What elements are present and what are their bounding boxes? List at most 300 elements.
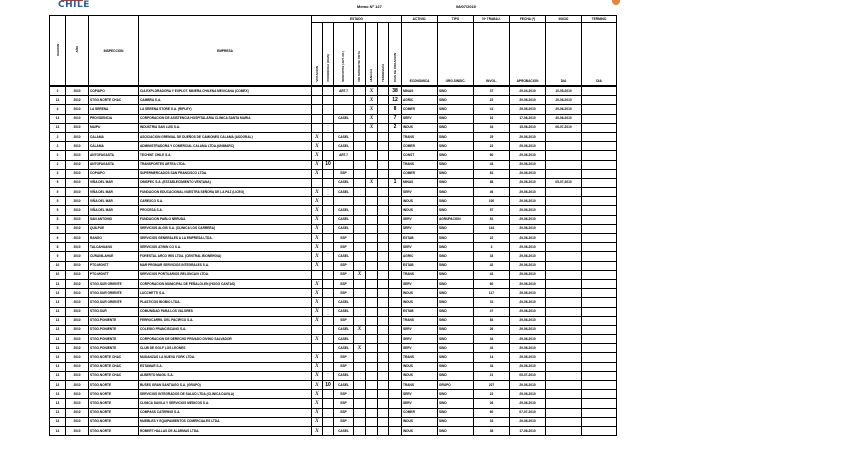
cell-ano: 2010 — [66, 151, 89, 160]
table-row — [50, 335, 617, 344]
cell-inspeccion: CALAMA — [89, 132, 139, 141]
cell-inicio — [546, 243, 582, 252]
cell-huelga — [366, 362, 378, 371]
table-row — [50, 371, 617, 380]
cell-actividad: SERV — [402, 390, 438, 399]
cell-dias — [389, 325, 402, 334]
cell-termino — [582, 234, 617, 243]
cell-terminada — [378, 234, 389, 243]
cell-fecha: 29-06-2010 — [510, 160, 546, 169]
cell-dias — [389, 151, 402, 160]
cell-huelga: X — [366, 114, 378, 123]
cell-fecha: 29-06-2010 — [510, 344, 546, 353]
cell-inspeccion: STGO.NORTE CHAC — [89, 362, 139, 371]
cell-ano: 2010 — [66, 123, 89, 132]
cell-empresa: BUSES GRAN SANTIAGO S.A. (GRUPO) — [139, 381, 312, 390]
cell-inicio — [546, 132, 582, 141]
cell-n-trabaj: 33 — [474, 252, 510, 261]
cell-actividad: TRANS — [402, 132, 438, 141]
cell-empresa: OBISPEC S.A. (ESTABLECIMIENTO VENTANA) — [139, 178, 312, 187]
cell-prorroga — [323, 197, 334, 206]
cell-dias — [389, 132, 402, 141]
cell-ano: 2010 — [66, 252, 89, 261]
cell-inicio — [546, 151, 582, 160]
cell-empresa: MUEBLES Y EQUIPAMIENTOS COMERCIALES LTDA. — [139, 417, 312, 426]
cell-empresa: CORPORACION DE DERECHO PRIVADO DIVINO SALVADOR — [139, 335, 312, 344]
cell-ano: 2010 — [66, 243, 89, 252]
cell-fecha: 29-06-2010 — [510, 105, 546, 114]
cell-inicio — [546, 298, 582, 307]
cell-empresa: CAMBRA S.A. — [139, 96, 312, 105]
cell-tipo: SIND — [438, 426, 474, 435]
cell-fecha: 07-07-2010 — [510, 408, 546, 417]
cell-terminada — [378, 142, 389, 151]
cell-actividad: INDUS — [402, 298, 438, 307]
cell-dias: 1 — [389, 178, 402, 187]
cell-region: 5 — [50, 178, 66, 187]
cell-terminada — [378, 289, 389, 298]
cell-ano: 2010 — [66, 132, 89, 141]
cell-huelga — [366, 234, 378, 243]
cell-votacion — [312, 270, 323, 279]
cell-fecha: 29-06-2010 — [510, 335, 546, 344]
cell-ano: 2010 — [66, 344, 89, 353]
cell-suscrito: SSP — [334, 289, 354, 298]
cell-no-suscrito — [354, 408, 366, 417]
cell-n-trabaj: 31 — [474, 298, 510, 307]
cell-inspeccion: STGO.NORTE — [89, 381, 139, 390]
cell-dias — [389, 417, 402, 426]
cell-fecha: 29-06-2010 — [510, 243, 546, 252]
cell-huelga — [366, 169, 378, 178]
cell-prorroga — [323, 261, 334, 270]
cell-terminada — [378, 169, 389, 178]
cell-ano: 2010 — [66, 298, 89, 307]
table-row — [50, 381, 617, 390]
cell-ano: 2010 — [66, 353, 89, 362]
cell-inicio — [546, 188, 582, 197]
cell-ano: 2010 — [66, 206, 89, 215]
cell-actividad: ESTAB — [402, 261, 438, 270]
cell-inicio: 10-05-2010 — [546, 86, 582, 96]
cell-region: 5 — [50, 206, 66, 215]
cell-no-suscrito — [354, 316, 366, 325]
table-row — [50, 178, 617, 187]
cell-termino — [582, 160, 617, 169]
cell-actividad: INDUS — [402, 426, 438, 435]
cell-inspeccion: PTO.MONTT — [89, 270, 139, 279]
table-row — [50, 86, 617, 96]
table-row — [50, 123, 617, 132]
cell-tipo: SIND — [438, 123, 474, 132]
cell-n-trabaj: 42 — [474, 270, 510, 279]
col-org-sindic: ORG.SINDIC. — [438, 23, 474, 87]
cell-tipo: SIND — [438, 371, 474, 380]
cell-terminada — [378, 399, 389, 408]
col-aprobacion: APROBACION — [510, 23, 546, 87]
cell-terminada — [378, 381, 389, 390]
cell-suscrito — [334, 96, 354, 105]
decorative-stamp-icon — [612, 0, 620, 5]
cell-terminada — [378, 298, 389, 307]
cell-tipo: SIND — [438, 243, 474, 252]
cell-termino — [582, 206, 617, 215]
cell-no-suscrito: X — [354, 325, 366, 334]
cell-no-suscrito — [354, 417, 366, 426]
cell-no-suscrito — [354, 132, 366, 141]
cell-tipo: SIND — [438, 417, 474, 426]
cell-region: 13 — [50, 123, 66, 132]
cell-n-trabaj: 34 — [474, 335, 510, 344]
cell-inspeccion: STGO.PONIENTE — [89, 316, 139, 325]
cell-suscrito — [334, 105, 354, 114]
cell-region: 13 — [50, 307, 66, 316]
cell-dias — [389, 344, 402, 353]
cell-empresa: ROBERT HALLAS DE ALARMAS LTDA. — [139, 426, 312, 435]
cell-tipo: SIND — [438, 307, 474, 316]
cell-actividad: SERV — [402, 344, 438, 353]
cell-region: 3 — [50, 169, 66, 178]
cell-empresa: SERVICIOS INTEGRADOS DE SALUD LTDA.(CLINICA DAVILA) — [139, 390, 312, 399]
cell-terminada — [378, 417, 389, 426]
cell-tipo: GRUPO — [438, 381, 474, 390]
cell-no-suscrito — [354, 114, 366, 123]
cell-region: 5 — [50, 197, 66, 206]
table-row — [50, 298, 617, 307]
cell-huelga — [366, 316, 378, 325]
cell-tipo: SIND — [438, 399, 474, 408]
cell-huelga — [366, 298, 378, 307]
cell-suscrito: SSP — [334, 316, 354, 325]
cell-fecha: 29-04-2010 — [510, 86, 546, 96]
cell-fecha: 17-06-2010 — [510, 114, 546, 123]
cell-n-trabaj: 227 — [474, 381, 510, 390]
cell-suscrito: CASEL — [334, 215, 354, 224]
cell-no-suscrito — [354, 243, 366, 252]
cell-votacion: X — [312, 252, 323, 261]
cell-empresa: LUCCHETTI S.A. — [139, 289, 312, 298]
cell-actividad: CONST — [402, 151, 438, 160]
cell-no-suscrito — [354, 188, 366, 197]
cell-prorroga: 10 — [323, 160, 334, 169]
cell-actividad: INDUS — [402, 371, 438, 380]
cell-prorroga — [323, 169, 334, 178]
table-row — [50, 142, 617, 151]
table-row — [50, 197, 617, 206]
cell-inspeccion: COPIAPO — [89, 86, 139, 96]
cell-inicio — [546, 197, 582, 206]
cell-suscrito: ART.7 — [334, 86, 354, 96]
cell-prorroga — [323, 325, 334, 334]
cell-fecha: 29-06-2010 — [510, 261, 546, 270]
cell-prorroga — [323, 390, 334, 399]
cell-prorroga — [323, 417, 334, 426]
cell-terminada — [378, 86, 389, 96]
cell-votacion: X — [312, 197, 323, 206]
cell-inspeccion: STGO.SUR — [89, 307, 139, 316]
cell-dias — [389, 399, 402, 408]
col-dia-inicio: DIA — [546, 23, 582, 87]
cell-empresa: PLASTICOS BIOBIO LTDA. — [139, 298, 312, 307]
cell-no-suscrito — [354, 105, 366, 114]
cell-fecha: 29-06-2010 — [510, 224, 546, 233]
table-row — [50, 307, 617, 316]
cell-prorroga — [323, 96, 334, 105]
cell-fecha: 29-06-2010 — [510, 96, 546, 105]
cell-votacion: X — [312, 362, 323, 371]
cell-tipo: SIND — [438, 408, 474, 417]
cell-suscrito: CASEL — [334, 132, 354, 141]
cell-terminada — [378, 325, 389, 334]
cell-empresa: CORPORACION DE ASISTENCIA HOSPITALARIA CLINICA SANTA MARIA — [139, 114, 312, 123]
cell-n-trabaj: 88 — [474, 178, 510, 187]
table-row — [50, 188, 617, 197]
cell-inspeccion: VIÑA DEL MAR — [89, 188, 139, 197]
cell-n-trabaj: 60 — [474, 151, 510, 160]
cell-n-trabaj: 37 — [474, 86, 510, 96]
cell-tipo: SIND — [438, 206, 474, 215]
cell-huelga — [366, 206, 378, 215]
cell-empresa: CAREXCO S.A. — [139, 197, 312, 206]
cell-dias — [389, 408, 402, 417]
cell-ano: 2010 — [66, 390, 89, 399]
col-economica: ECONOMICA — [402, 23, 438, 87]
cell-tipo: SIND — [438, 316, 474, 325]
cell-suscrito: CASEL — [334, 224, 354, 233]
cell-region: 13 — [50, 344, 66, 353]
cell-prorroga — [323, 279, 334, 288]
cell-n-trabaj: 26 — [474, 325, 510, 334]
cell-fecha: 29-06-2010 — [510, 417, 546, 426]
cell-region: 13 — [50, 335, 66, 344]
cell-fecha: 29-06-2010 — [510, 325, 546, 334]
cell-inicio — [546, 335, 582, 344]
table-row — [50, 344, 617, 353]
cell-huelga — [366, 335, 378, 344]
cell-n-trabaj: 57 — [474, 206, 510, 215]
cell-tipo: SIND — [438, 289, 474, 298]
cell-dias — [389, 197, 402, 206]
cell-ano: 2010 — [66, 426, 89, 435]
cell-votacion: X — [312, 279, 323, 288]
cell-no-suscrito — [354, 215, 366, 224]
table-row — [50, 105, 617, 114]
cell-prorroga — [323, 335, 334, 344]
cell-votacion: X — [312, 169, 323, 178]
cell-suscrito: CASEL — [334, 178, 354, 187]
cell-tipo: SIND — [438, 234, 474, 243]
group-tipo: TIPO — [438, 16, 474, 23]
cell-n-trabaj: 42 — [474, 261, 510, 270]
cell-dias — [389, 362, 402, 371]
table-row — [50, 132, 617, 141]
cell-inicio — [546, 399, 582, 408]
cell-prorroga — [323, 353, 334, 362]
cell-termino — [582, 362, 617, 371]
cell-huelga — [366, 197, 378, 206]
cell-termino — [582, 224, 617, 233]
cell-n-trabaj: 22 — [474, 142, 510, 151]
cell-fecha: 29-06-2010 — [510, 215, 546, 224]
cell-inicio — [546, 381, 582, 390]
cell-huelga — [366, 381, 378, 390]
cell-terminada — [378, 261, 389, 270]
cell-tipo: SIND — [438, 96, 474, 105]
cell-n-trabaj: 117 — [474, 289, 510, 298]
group-fecha: FECHA (*) — [510, 16, 546, 23]
cell-votacion: X — [312, 243, 323, 252]
cell-tipo: SIND — [438, 151, 474, 160]
table-row — [50, 206, 617, 215]
cell-n-trabaj: 41 — [474, 105, 510, 114]
cell-votacion: X — [312, 335, 323, 344]
cell-fecha: 05-07-2010 — [510, 371, 546, 380]
cell-huelga — [366, 390, 378, 399]
cell-ano: 2010 — [66, 362, 89, 371]
cell-n-trabaj: 26 — [474, 399, 510, 408]
cell-no-suscrito — [354, 151, 366, 160]
cell-fecha: 29-06-2010 — [510, 399, 546, 408]
table-row — [50, 252, 617, 261]
cell-termino — [582, 178, 617, 187]
cell-huelga: X — [366, 123, 378, 132]
cell-votacion: X — [312, 390, 323, 399]
cell-suscrito: CASEL — [334, 142, 354, 151]
cell-dias — [389, 289, 402, 298]
cell-prorroga — [323, 151, 334, 160]
cell-termino — [582, 371, 617, 380]
cell-ano: 2010 — [66, 279, 89, 288]
cell-tipo: SIND — [438, 142, 474, 151]
cell-n-trabaj: 60 — [474, 408, 510, 417]
cell-ano: 2010 — [66, 188, 89, 197]
cell-region: 10 — [50, 261, 66, 270]
cell-no-suscrito — [354, 160, 366, 169]
cell-prorroga — [323, 399, 334, 408]
cell-n-trabaj: 25 — [474, 132, 510, 141]
cell-terminada — [378, 426, 389, 435]
cell-region: 5 — [50, 224, 66, 233]
cell-fecha: 29-06-2010 — [510, 353, 546, 362]
cell-prorroga — [323, 86, 334, 96]
cell-inspeccion: PROVIDENCIA — [89, 114, 139, 123]
cell-empresa: SERVICIOS PORTUARIOS RELONCAVI LTDA. — [139, 270, 312, 279]
cell-termino — [582, 261, 617, 270]
cell-inicio: 30-06-2010 — [546, 114, 582, 123]
cell-ano: 2010 — [66, 234, 89, 243]
table-row — [50, 270, 617, 279]
table-row — [50, 151, 617, 160]
cell-inspeccion: CURANILAHUE — [89, 252, 139, 261]
cell-n-trabaj: 81 — [474, 215, 510, 224]
cell-empresa: SUPERMERCADOS SAN FRANCISCO LTDA. — [139, 169, 312, 178]
group-termino: TERMINO — [582, 16, 617, 23]
cell-terminada — [378, 252, 389, 261]
cell-inicio — [546, 224, 582, 233]
cell-region: 9 — [50, 252, 66, 261]
cell-actividad: COMER — [402, 169, 438, 178]
cell-region: 10 — [50, 270, 66, 279]
cell-inicio — [546, 169, 582, 178]
cell-inicio — [546, 316, 582, 325]
cell-n-trabaj: 84 — [474, 316, 510, 325]
cell-inicio — [546, 279, 582, 288]
table-row — [50, 96, 617, 105]
cell-actividad: ESTAB — [402, 234, 438, 243]
cell-suscrito: CASEL — [334, 335, 354, 344]
cell-dias — [389, 169, 402, 178]
cell-suscrito: SSP — [334, 353, 354, 362]
cell-terminada — [378, 160, 389, 169]
cell-inspeccion: RANGO — [89, 234, 139, 243]
cell-terminada — [378, 390, 389, 399]
cell-actividad: AGRIC — [402, 96, 438, 105]
cell-inicio — [546, 325, 582, 334]
col-suscrito: SUSCRITO/ (ART./AT.) — [334, 23, 354, 87]
cell-dias — [389, 142, 402, 151]
cell-termino — [582, 86, 617, 96]
cell-actividad: TRANS — [402, 160, 438, 169]
cell-termino — [582, 252, 617, 261]
cell-inspeccion: VIÑA DEL MAR — [89, 206, 139, 215]
cell-termino — [582, 289, 617, 298]
cell-dias: 2 — [389, 123, 402, 132]
cell-terminada — [378, 307, 389, 316]
cell-region: 2 — [50, 142, 66, 151]
cell-fecha: 29-06-2010 — [510, 279, 546, 288]
cell-suscrito: SSP — [334, 261, 354, 270]
cell-actividad: COMER — [402, 408, 438, 417]
cell-no-suscrito — [354, 261, 366, 270]
col-dias-duracion: DIAS DE DURACION — [389, 23, 402, 87]
cell-empresa: COMPASS CATERING S.A. — [139, 408, 312, 417]
cell-dias — [389, 371, 402, 380]
cell-ano: 2010 — [66, 114, 89, 123]
cell-empresa: MUDANZAS LA NUEVA YORK LTDA. — [139, 353, 312, 362]
cell-n-trabaj: 16 — [474, 114, 510, 123]
cell-prorroga — [323, 123, 334, 132]
cell-no-suscrito: X — [354, 344, 366, 353]
cell-n-trabaj: 34 — [474, 362, 510, 371]
cell-suscrito: CASEL — [334, 298, 354, 307]
cell-dias — [389, 206, 402, 215]
cell-empresa: ADMINISTRADORA Y COMERCIAL CALAMA LTDA.(UNIMARC) — [139, 142, 312, 151]
cell-tipo: SIND — [438, 169, 474, 178]
cell-no-suscrito — [354, 178, 366, 187]
col-huelga: HUELGA — [366, 23, 378, 87]
cell-ano: 2010 — [66, 169, 89, 178]
cell-ano: 2010 — [66, 325, 89, 334]
cell-actividad: INDUS — [402, 123, 438, 132]
cell-prorroga — [323, 234, 334, 243]
cell-huelga — [366, 325, 378, 334]
cell-no-suscrito — [354, 224, 366, 233]
cell-ano: 2010 — [66, 105, 89, 114]
chile-logo — [58, 0, 90, 9]
cell-n-trabaj: 14 — [474, 353, 510, 362]
cell-votacion: X — [312, 215, 323, 224]
cell-empresa: MAR PROMAR SERVICIOS INTEGRALES S.A. — [139, 261, 312, 270]
cell-termino — [582, 105, 617, 114]
cell-suscrito: CASEL — [334, 114, 354, 123]
cell-inspeccion: COPIAPO — [89, 169, 139, 178]
cell-terminada — [378, 353, 389, 362]
col-votacion: VOTACION — [312, 23, 323, 87]
cell-terminada — [378, 188, 389, 197]
cell-terminada — [378, 279, 389, 288]
cell-tipo: SIND — [438, 86, 474, 96]
cell-region: 13 — [50, 325, 66, 334]
